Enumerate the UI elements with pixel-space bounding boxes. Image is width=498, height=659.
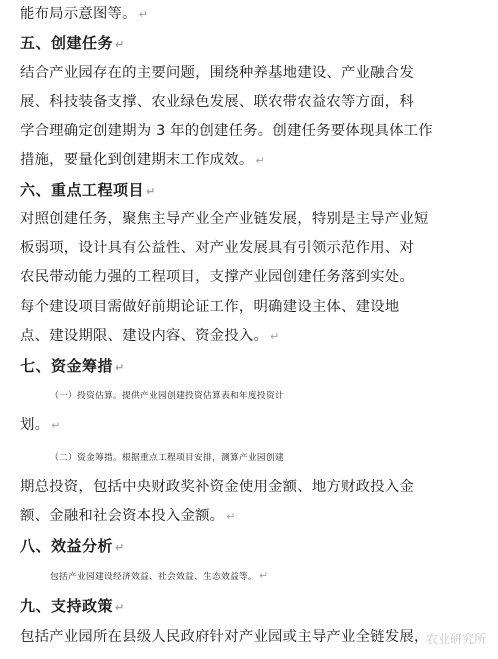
doc-line-20: 包括产业园建设经济效益、社会效益、生态效益等。 ↵ xyxy=(50,569,269,582)
paragraph-return-icon: ↵ xyxy=(258,569,269,582)
doc-line-10: 农民带动能力强的工程项目，支撑产业园创建任务落到实处。 xyxy=(20,269,414,285)
doc-line-8: 对照创建任务，聚焦主导产业全产业链发展，特别是主导产业短 xyxy=(20,211,429,227)
doc-line-17: 期总投资，包括中央财政奖补资金使用金额、地方财政投入金 xyxy=(20,479,414,495)
doc-line-22: 包括产业园所在县级人民政府针对产业园或主导产业全链发展， xyxy=(20,629,429,645)
doc-line-6: 措施，要量化到创建期末工作成效。 ↵ xyxy=(20,152,265,168)
paragraph-return-icon: ↵ xyxy=(146,185,156,198)
section-heading-7: 七、资金筹措 ↵ xyxy=(20,357,125,375)
doc-line-9: 板弱项，设计具有公益性、对产业发展具有引领示范作用、对 xyxy=(20,240,414,256)
doc-line-18: 额、金融和社会资本投入金额。 ↵ xyxy=(20,508,236,524)
doc-line-12: 点、建设期限、建设内容、资金投入。 ↵ xyxy=(20,328,280,344)
doc-line-4: 展、科技装备支撑、农业绿色发展、联农带农益农等方面，科 xyxy=(20,94,414,110)
paragraph-return-icon: ↵ xyxy=(115,38,125,51)
doc-line-16: （二）资金筹措。根据重点工程项目安排，测算产业园创建 xyxy=(50,453,284,463)
doc-line-3: 结合产业园存在的主要问题，围绕种养基地建设、产业融合发 xyxy=(20,65,414,81)
paragraph-return-icon: ↵ xyxy=(115,601,125,614)
section-heading-5: 五、创建任务 ↵ xyxy=(20,34,125,52)
doc-line-1: 能布局示意图等。 ↵ xyxy=(20,6,149,22)
paragraph-return-icon: ↵ xyxy=(115,361,125,374)
doc-line-15: 划。 ↵ xyxy=(20,417,61,433)
section-heading-9: 九、支持政策 ↵ xyxy=(20,597,125,615)
watermark: 农业研究所 xyxy=(425,632,486,646)
section-heading-6: 六、重点工程项目 ↵ xyxy=(20,181,156,199)
doc-line-11: 每个建设项目需做好前期论证工作，明确建设主体、建设地 xyxy=(20,299,400,315)
doc-line-5: 学合理确定创建期为 3 年的创建任务。创建任务要体现具体工作 xyxy=(20,123,433,139)
paragraph-return-icon: ↵ xyxy=(115,541,125,554)
paragraph-return-icon: ↵ xyxy=(51,419,61,432)
paragraph-return-icon: ↵ xyxy=(138,8,149,21)
doc-line-14: （一）投资估算。提供产业园创建投资估算表和年度投资计 xyxy=(50,391,284,401)
paragraph-return-icon: ↵ xyxy=(270,330,280,343)
section-heading-8: 八、效益分析 ↵ xyxy=(20,537,125,555)
paragraph-return-icon: ↵ xyxy=(226,510,236,523)
paragraph-return-icon: ↵ xyxy=(255,154,265,167)
